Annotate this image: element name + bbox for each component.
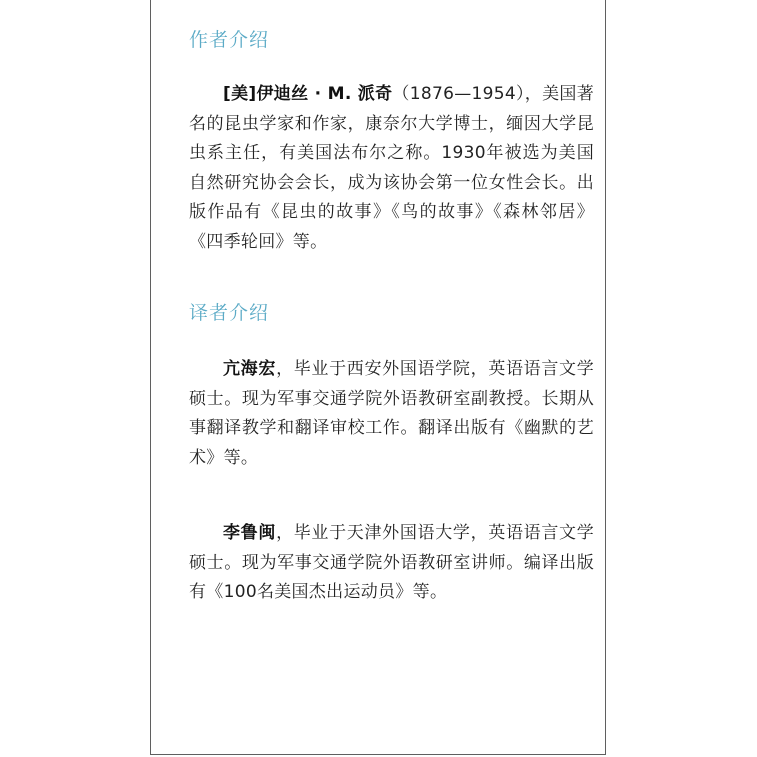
translator-bio-paragraph	[189, 355, 594, 473]
author-section	[189, 26, 594, 257]
translator-name: 李鲁闽	[223, 523, 277, 543]
translator-bio-paragraph	[189, 519, 594, 608]
author-bio-paragraph	[189, 80, 594, 257]
author-name: [美]伊迪丝 · M. 派奇	[223, 84, 393, 104]
book-page	[150, 0, 606, 755]
translator-section-heading: 译者介绍	[189, 302, 270, 324]
author-bio: （1876—1954），美国著名的昆虫学家和作家，康奈尔大学博士，缅因大学昆虫系主任，有美国法布尔之称。1930年被选为美国自然研究协会会长，成为该协会第一位女性会长。出版作品有《昆虫的故事》《鸟的故事》《森林邻居》《四季轮回》等。	[189, 84, 594, 252]
translator-bio: ，毕业于天津外国语大学，英语语言文学硕士。现为军事交通学院外语教研室讲师。编译出版有《100名美国杰出运动员》等。	[189, 523, 594, 602]
translator-section	[189, 299, 594, 608]
translator-bio: ，毕业于西安外国语学院，英语语言文学硕士。现为军事交通学院外语教研室副教授。长期从事翻译教学和翻译审校工作。翻译出版有《幽默的艺术》等。	[189, 359, 594, 468]
page-content	[189, 26, 594, 608]
author-section-heading: 作者介绍	[189, 29, 270, 51]
translator-name: 亢海宏	[223, 359, 277, 379]
